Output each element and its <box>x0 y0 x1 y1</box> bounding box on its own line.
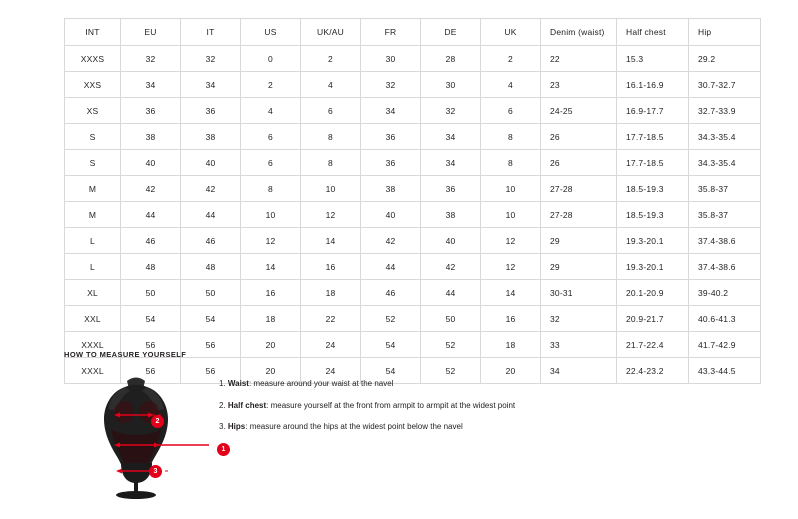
table-cell: 14 <box>481 280 541 306</box>
table-cell: 34 <box>181 72 241 98</box>
table-cell: XXS <box>65 72 121 98</box>
table-row <box>65 46 761 72</box>
table-cell: 4 <box>241 98 301 124</box>
table-row <box>65 150 761 176</box>
table-cell: 42 <box>121 176 181 202</box>
table-cell: 12 <box>481 228 541 254</box>
table-cell: 16 <box>481 306 541 332</box>
table-cell: 44 <box>181 202 241 228</box>
column-header-fr: FR <box>361 19 421 46</box>
table-cell: 34.3-35.4 <box>689 124 761 150</box>
table-cell: 30-31 <box>541 280 617 306</box>
table-cell: 10 <box>481 176 541 202</box>
table-cell: 54 <box>121 306 181 332</box>
table-cell: 38 <box>181 124 241 150</box>
column-header-uk-au: UK/AU <box>301 19 361 46</box>
table-cell: 16.9-17.7 <box>617 98 689 124</box>
step-number: 3. <box>219 422 228 432</box>
table-cell: 46 <box>361 280 421 306</box>
table-cell: 10 <box>481 202 541 228</box>
table-cell: 30 <box>421 72 481 98</box>
table-cell: 38 <box>421 202 481 228</box>
table-cell: 48 <box>181 254 241 280</box>
table-cell: M <box>65 176 121 202</box>
table-cell: 23 <box>541 72 617 98</box>
table-cell: 8 <box>301 150 361 176</box>
table-cell: 4 <box>301 72 361 98</box>
table-cell: 27-28 <box>541 176 617 202</box>
table-cell: 40.6-41.3 <box>689 306 761 332</box>
table-cell: XXL <box>65 306 121 332</box>
table-cell: 29 <box>541 254 617 280</box>
table-cell: 6 <box>241 124 301 150</box>
table-cell: 15.3 <box>617 46 689 72</box>
table-cell: XL <box>65 280 121 306</box>
table-row <box>65 202 761 228</box>
column-header-denim-waist: Denim (waist) <box>541 19 617 46</box>
measure-step <box>219 401 515 411</box>
table-row <box>65 280 761 306</box>
table-cell: 18.5-19.3 <box>617 202 689 228</box>
table-header-row <box>65 19 761 46</box>
measure-step <box>219 422 515 432</box>
table-cell: 29.2 <box>689 46 761 72</box>
column-header-int: INT <box>65 19 121 46</box>
table-cell: 20 <box>241 358 301 384</box>
table-cell: 35.8-37 <box>689 176 761 202</box>
step-text: : measure around the hips at the widest point below the navel <box>245 422 463 432</box>
table-cell: 14 <box>301 228 361 254</box>
table-cell: 46 <box>181 228 241 254</box>
table-cell: 44 <box>421 280 481 306</box>
marker-3: 3 <box>149 465 162 478</box>
table-cell: 18 <box>481 332 541 358</box>
table-cell: 50 <box>421 306 481 332</box>
table-cell: 4 <box>481 72 541 98</box>
table-row <box>65 124 761 150</box>
table-cell: 27-28 <box>541 202 617 228</box>
table-cell: 10 <box>301 176 361 202</box>
table-cell: 52 <box>361 306 421 332</box>
table-cell: 19.3-20.1 <box>617 254 689 280</box>
table-cell: 24 <box>301 358 361 384</box>
how-to-measure-section <box>64 350 764 502</box>
table-cell: 26 <box>541 150 617 176</box>
table-cell: 8 <box>481 150 541 176</box>
table-cell: 2 <box>241 72 301 98</box>
table-cell: 20 <box>241 332 301 358</box>
table-cell: 16 <box>301 254 361 280</box>
table-cell: 44 <box>121 202 181 228</box>
table-cell: L <box>65 228 121 254</box>
table-cell: L <box>65 254 121 280</box>
table-cell: 12 <box>481 254 541 280</box>
table-cell: 39-40.2 <box>689 280 761 306</box>
table-cell: 54 <box>361 358 421 384</box>
table-cell: 26 <box>541 124 617 150</box>
table-cell: 30.7-32.7 <box>689 72 761 98</box>
table-cell: 22 <box>301 306 361 332</box>
table-cell: 34 <box>121 72 181 98</box>
column-header-eu: EU <box>121 19 181 46</box>
table-cell: 8 <box>241 176 301 202</box>
table-cell: M <box>65 202 121 228</box>
table-cell: XXXL <box>65 358 121 384</box>
step-term: Half chest <box>227 400 267 410</box>
table-cell: 42 <box>361 228 421 254</box>
table-cell: 21.7-22.4 <box>617 332 689 358</box>
table-cell: 14 <box>241 254 301 280</box>
table-cell: 56 <box>121 332 181 358</box>
table-row <box>65 254 761 280</box>
table-cell: 30 <box>361 46 421 72</box>
marker-2: 2 <box>151 415 164 428</box>
table-cell: 32.7-33.9 <box>689 98 761 124</box>
table-cell: 6 <box>241 150 301 176</box>
table-cell: S <box>65 124 121 150</box>
table-cell: 34 <box>421 124 481 150</box>
table-cell: 54 <box>361 332 421 358</box>
column-header-uk: UK <box>481 19 541 46</box>
column-header-it: IT <box>181 19 241 46</box>
table-cell: 24 <box>301 332 361 358</box>
table-cell: 36 <box>361 124 421 150</box>
table-cell: 43.3-44.5 <box>689 358 761 384</box>
table-cell: 8 <box>301 124 361 150</box>
table-cell: 20.1-20.9 <box>617 280 689 306</box>
table-cell: 8 <box>481 124 541 150</box>
table-cell: 34 <box>361 98 421 124</box>
table-cell: 6 <box>481 98 541 124</box>
table-cell: 22.4-23.2 <box>617 358 689 384</box>
table-cell: 29 <box>541 228 617 254</box>
table-cell: S <box>65 150 121 176</box>
table-cell: 20 <box>481 358 541 384</box>
step-term: Waist <box>227 379 249 388</box>
table-cell: 2 <box>481 46 541 72</box>
step-number: 2. <box>219 400 228 410</box>
table-cell: XS <box>65 98 121 124</box>
table-cell: 54 <box>181 306 241 332</box>
table-cell: 10 <box>241 202 301 228</box>
table-cell: 32 <box>181 46 241 72</box>
table-cell: 42 <box>181 176 241 202</box>
table-cell: 17.7-18.5 <box>617 124 689 150</box>
table-row <box>65 98 761 124</box>
table-cell: 16 <box>241 280 301 306</box>
size-chart-table <box>64 18 761 384</box>
column-header-half-chest: Half chest <box>617 19 689 46</box>
table-cell: 52 <box>421 332 481 358</box>
table-cell: 34.3-35.4 <box>689 150 761 176</box>
table-cell: 34 <box>421 150 481 176</box>
table-cell: 22 <box>541 46 617 72</box>
step-number: 1. <box>219 379 228 388</box>
table-cell: 38 <box>121 124 181 150</box>
mannequin-illustration <box>64 367 209 502</box>
table-cell: 36 <box>421 176 481 202</box>
table-cell: 40 <box>121 150 181 176</box>
table-cell: 36 <box>121 98 181 124</box>
table-cell: 40 <box>361 202 421 228</box>
how-to-measure-title: HOW TO MEASURE YOURSELF <box>64 350 187 359</box>
table-cell: 48 <box>121 254 181 280</box>
column-header-hip: Hip <box>689 19 761 46</box>
table-cell: 32 <box>361 72 421 98</box>
step-text: : measure around your waist at the navel <box>248 379 394 388</box>
table-row <box>65 176 761 202</box>
table-cell: 17.7-18.5 <box>617 150 689 176</box>
table-row <box>65 228 761 254</box>
table-cell: 18.5-19.3 <box>617 176 689 202</box>
table-cell: 36 <box>361 150 421 176</box>
table-cell: 2 <box>301 46 361 72</box>
table-cell: XXXL <box>65 332 121 358</box>
table-cell: 18 <box>241 306 301 332</box>
table-cell: 56 <box>181 358 241 384</box>
table-cell: 40 <box>181 150 241 176</box>
table-cell: 19.3-20.1 <box>617 228 689 254</box>
table-cell: 6 <box>301 98 361 124</box>
table-cell: 32 <box>421 98 481 124</box>
table-cell: 50 <box>121 280 181 306</box>
table-cell: 56 <box>121 358 181 384</box>
column-header-de: DE <box>421 19 481 46</box>
table-cell: 41.7-42.9 <box>689 332 761 358</box>
table-cell: 12 <box>301 202 361 228</box>
table-cell: 34 <box>541 358 617 384</box>
marker-1: 1 <box>217 443 230 456</box>
table-cell: 50 <box>181 280 241 306</box>
table-cell: 56 <box>181 332 241 358</box>
measure-step <box>219 379 515 389</box>
table-cell: 12 <box>241 228 301 254</box>
table-row <box>65 306 761 332</box>
table-row <box>65 72 761 98</box>
table-cell: 42 <box>421 254 481 280</box>
table-cell: 37.4-38.6 <box>689 228 761 254</box>
table-cell: 18 <box>301 280 361 306</box>
table-cell: 32 <box>121 46 181 72</box>
step-text: : measure yourself at the front from armpit to armpit at the widest point <box>266 400 516 410</box>
table-cell: 28 <box>421 46 481 72</box>
table-cell: 52 <box>421 358 481 384</box>
table-cell: 38 <box>361 176 421 202</box>
table-cell: 16.1-16.9 <box>617 72 689 98</box>
table-cell: 33 <box>541 332 617 358</box>
step-term: Hips <box>227 422 246 432</box>
measure-steps-list <box>219 367 515 444</box>
table-cell: 24-25 <box>541 98 617 124</box>
table-cell: 40 <box>421 228 481 254</box>
table-cell: 44 <box>361 254 421 280</box>
table-cell: 0 <box>241 46 301 72</box>
table-cell: 37.4-38.6 <box>689 254 761 280</box>
table-cell: 20.9-21.7 <box>617 306 689 332</box>
column-header-us: US <box>241 19 301 46</box>
table-cell: 35.8-37 <box>689 202 761 228</box>
table-cell: XXXS <box>65 46 121 72</box>
table-cell: 32 <box>541 306 617 332</box>
table-cell: 46 <box>121 228 181 254</box>
table-cell: 36 <box>181 98 241 124</box>
